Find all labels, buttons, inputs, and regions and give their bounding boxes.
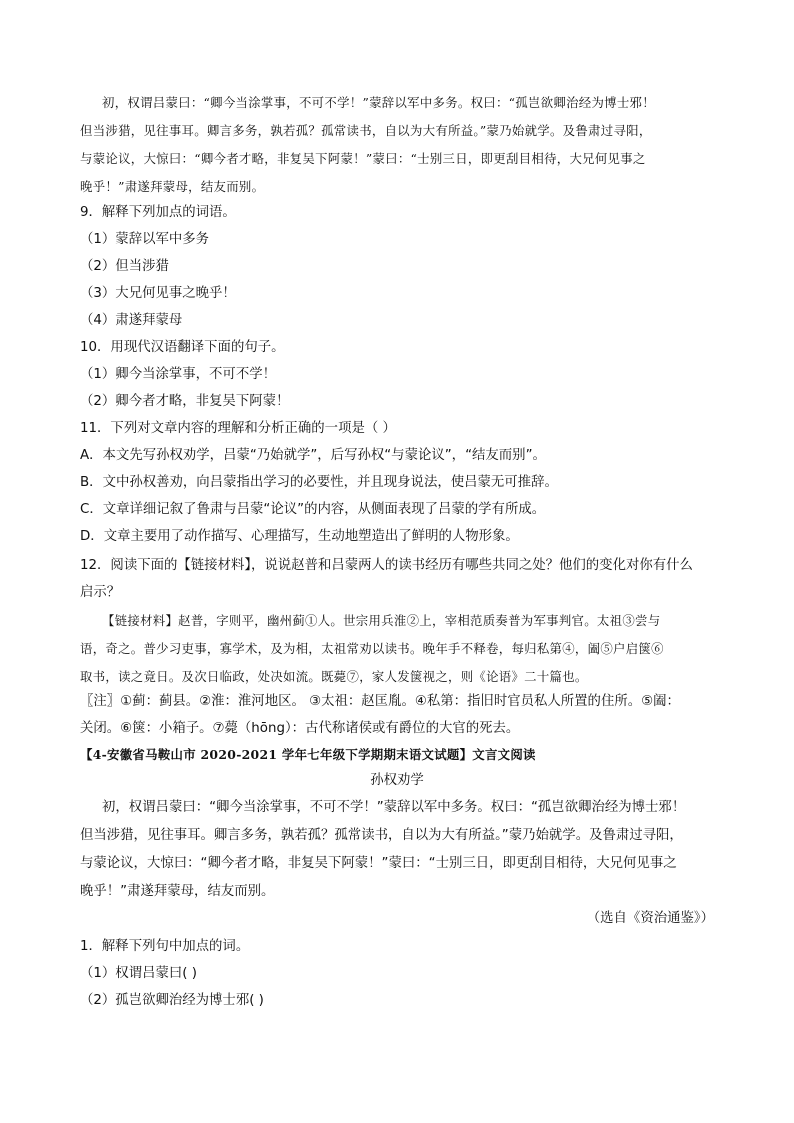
notes-line-2: 关闭。⑥箧：小箱子。⑦薨（hōng）：古代称诸侯或有爵位的大官的死去。 bbox=[80, 721, 520, 736]
question-10-stem: 10．用现代汉语翻译下面的句子。 bbox=[80, 340, 285, 355]
notes-line-1: 〖注〗①蓟：蓟县。②淮：淮河地区。 ③太祖：赵匡胤。④私第：指旧时官员私人所置的住所。⑤阖： bbox=[80, 694, 680, 709]
question-9-item-1: （1）蒙辞以军中多务 bbox=[80, 232, 210, 247]
section2-question-1-stem: 1．解释下列句中加点的词。 bbox=[80, 939, 250, 954]
passage-title: 孙权劝学 bbox=[370, 773, 424, 788]
question-11-option-a: A．本文先写孙权劝学，吕蒙“乃始就学”，后写孙权“与蒙论议”，“结友而别”。 bbox=[80, 448, 546, 463]
passage1-line-2: 但当涉猎，见往事耳。卿言多务，孰若孤？孤常读书，自以为大有所益。”蒙乃始就学。及鲁肃过寻阳， bbox=[80, 123, 652, 138]
question-9-item-4: （4）肃遂拜蒙母 bbox=[80, 313, 183, 328]
linked-material-line-2: 语，奇之。普少习吏事，寡学术，及为相，太祖常劝以读书。晚年手不释卷，每归私第④，阖⑤户启箧⑥ bbox=[80, 641, 664, 656]
passage2-line-2: 但当涉猎，见往事耳。卿言多务，孰若孤？孤常读书，自以为大有所益。”蒙乃始就学。及鲁肃过寻阳， bbox=[80, 828, 683, 843]
passage1-line-4: 晚乎！”肃遂拜蒙母，结友而别。 bbox=[80, 179, 265, 194]
passage1-line-3: 与蒙论议，大惊曰：“卿今者才略，非复吴下阿蒙！”蒙曰：“士别三日，即更刮目相待，大兄何见事之 bbox=[80, 151, 646, 166]
section-heading: 【4-安徽省马鞍山市 2020-2021 学年七年级下学期期末语文试题】文言文阅读 bbox=[80, 747, 536, 762]
section2-question-1-item-2: （2）孤岂欲卿治经为博士邪( ) bbox=[80, 993, 264, 1008]
source-citation: （选自《资治通鉴》） bbox=[586, 911, 714, 926]
question-11-option-c: C．文章详细记叙了鲁肃与吕蒙“论议”的内容，从侧面表现了吕蒙的学有所成。 bbox=[80, 502, 546, 517]
linked-material-line-1: 【链接材料】赵普，字则平，幽州蓟①人。世宗用兵淮②上，宰相范质奏普为军事判官。太祖③尝与 bbox=[102, 613, 661, 628]
passage2-line-3: 与蒙论议，大惊曰：“卿今者才略，非复吴下阿蒙！”蒙曰：“士别三日，即更刮目相待，大兄何见事之 bbox=[80, 856, 677, 871]
question-12-stem-line-1: 12．阅读下面的【链接材料】，说说赵普和吕蒙两人的读书经历有哪些共同之处？他们的变化对你有什么 bbox=[80, 558, 693, 573]
question-11-option-b: B．文中孙权善劝，向吕蒙指出学习的必要性，并且现身说法，使吕蒙无可推辞。 bbox=[80, 475, 558, 490]
question-9-item-3: （3）大兄何见事之晚乎！ bbox=[80, 286, 236, 301]
question-11-stem: 11．下列对文章内容的理解和分析正确的一项是（ ） bbox=[80, 421, 396, 436]
passage2-line-4: 晚乎！”肃遂拜蒙母，结友而别。 bbox=[80, 884, 275, 899]
question-10-item-1: （1）卿今当涂掌事，不可不学！ bbox=[80, 367, 276, 382]
section2-question-1-item-1: （1）权谓吕蒙曰( ) bbox=[80, 966, 197, 981]
question-12-stem-line-2: 启示？ bbox=[80, 585, 121, 600]
question-9-stem: 9．解释下列加点的词语。 bbox=[80, 205, 236, 220]
question-11-option-d: D．文章主要用了动作描写、心理描写，生动地塑造出了鲜明的人物形象。 bbox=[80, 529, 519, 544]
question-10-item-2: （2）卿今者才略，非复吴下阿蒙！ bbox=[80, 394, 290, 409]
linked-material-line-3: 取书，读之竟日。及次日临政，处决如流。既薨⑦，家人发箧视之，则《论语》二十篇也。 bbox=[80, 669, 588, 684]
question-9-item-2: （2）但当涉猎 bbox=[80, 259, 169, 274]
passage1-line-1: 初，权谓吕蒙曰：“卿今当涂掌事，不可不学！”蒙辞以军中多务。权曰：“孤岂欲卿治经为博士邪！ bbox=[102, 95, 655, 110]
passage2-line-1: 初，权谓吕蒙曰：“卿今当涂掌事，不可不学！”蒙辞以军中多务。权曰：“孤岂欲卿治经为博士邪！ bbox=[102, 800, 686, 815]
